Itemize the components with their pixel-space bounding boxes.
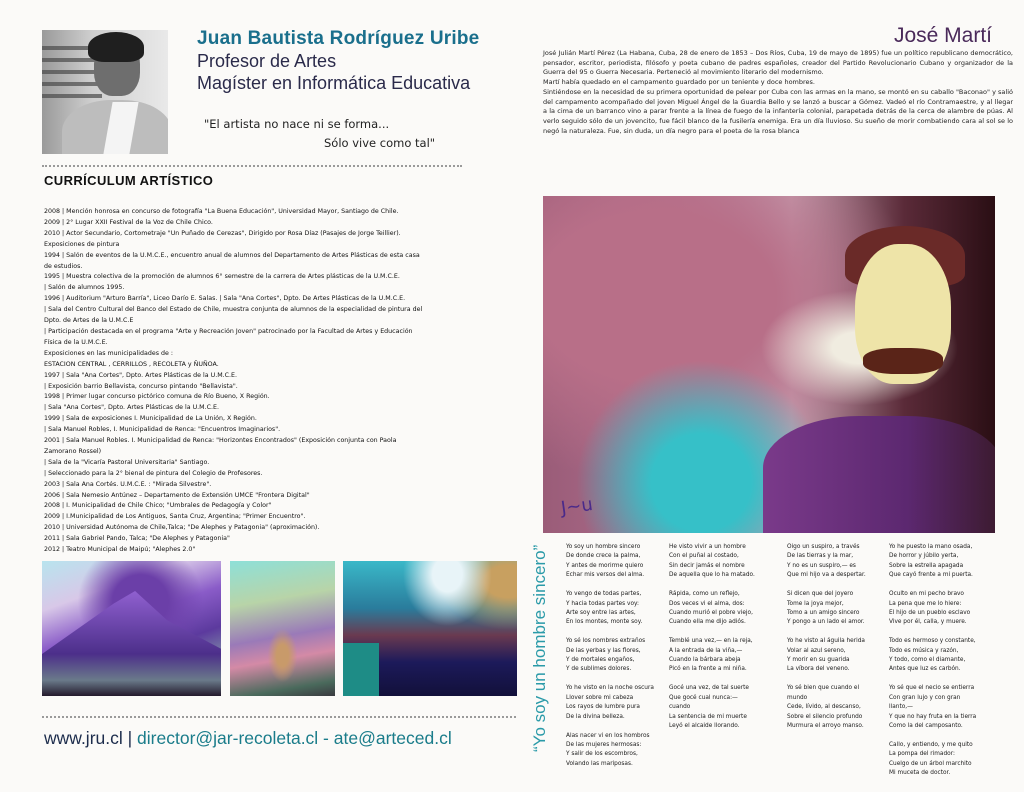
poem-stanza	[566, 590, 684, 628]
poem-verse: Y salir de los escombros,	[566, 751, 638, 758]
curriculum-entry: | Seleccionado para la 2° bienal de pintura del Colegio de Profesores.	[44, 469, 263, 477]
profile-name: Juan Bautista Rodríguez Uribe	[197, 28, 480, 49]
poem-verse: Leyó el alcaide llorando.	[669, 723, 740, 729]
poem-verse: Dos veces vi el alma, dos:	[669, 600, 745, 607]
poem-verse: Y pongo a un lado el amor.	[787, 619, 865, 626]
poem-verse: Volando las mariposas.	[566, 760, 633, 767]
poem-verse: Oigo un suspiro, a través	[787, 544, 860, 550]
curriculum-entry: 1996 | Auditorium "Arturo Barría", Liceo Darío E. Salas. | Sala "Ana Cortes", Dpto. De Artes Plásticas de la U.M.C.E.	[44, 295, 406, 303]
curriculum-entry: 2003 | Sala Ana Cortés. U.M.C.E. : "Mirada Silvestre".	[44, 480, 212, 488]
poem-verse: Cuando la bárbara abeja	[669, 657, 741, 664]
bio-paragraph: Martí había quedado en el campamento guardado por un teniente y doce hombres.	[543, 78, 815, 87]
poem-verse: Yo he visto en la noche oscura	[566, 685, 654, 692]
contact-separator: |	[122, 728, 138, 748]
poem-verse: Que mi hijo va a despertar.	[787, 572, 866, 579]
rock-shape	[343, 643, 379, 696]
curriculum-entry: | Sala del Centro Cultural del Banco del Estado de Chile, muestra conjunta de alumnos de la especialidad de pintura del	[44, 306, 423, 314]
poem-verse: El hijo de un pueblo esclavo	[889, 609, 971, 616]
poem-verse: Cuando ella me dijo adiós.	[669, 619, 746, 626]
dotted-divider	[42, 165, 462, 167]
poem-verse: La sentencia de mi muerte	[669, 713, 747, 720]
bio-paragraph: Sintiéndose en la necesidad de su primera oportunidad de pelear por Cuba con las armas en la mano, se montó en su caballo "Baconao" y salió del campamento acompañado del joven Miguel Ángel de la Guardia Bello y se lanzó a buscar a Gómez. Vadeó el río Contramaestre, y al llegar a la cima de un barranco vino a parar frente a la línea de fuego de la infantería colonial, parapetada detrás de la cerca de alambre de púas. Al verlo seguido sólo de un jovencito, fue fácil blanco de la fusilería enemiga. Era un día lluvioso. Su sueño de morir combatiendo cara al sol se lo negó la naturaleza. Fue, sin duda, un día negro para el poeta de la rosa blanca	[543, 87, 1013, 135]
poem-stanza	[787, 684, 905, 731]
curriculum-entry: ESTACION CENTRAL , CERRILLOS , RECOLETA y ÑUÑOA.	[44, 360, 219, 368]
poem-verse: mundo	[787, 694, 808, 701]
poem-verse: Todo es música y razón,	[889, 647, 959, 654]
poem-verse: Volar al azul sereno,	[787, 647, 846, 654]
painting-signature: J~u	[559, 493, 595, 520]
curriculum-entry: Dpto. de Artes de la U.M.C.E	[44, 317, 134, 325]
poem-stanza	[787, 590, 905, 628]
poem-verse: Antes que luz es carbón.	[889, 666, 961, 673]
poem-verse: Y de mortales engaños,	[566, 657, 635, 664]
curriculum-entry: 2006 | Sala Nemesio Antúnez – Departamento de Extensión UMCE "Frontera Digital"	[44, 491, 310, 499]
bio-paragraph: José Julián Martí Pérez (La Habana, Cuba, 28 de enero de 1853 – Dos Ríos, Cuba, 19 de mayo de 1895) fue un político republicano democrático, pensador, escritor, periodista, filósofo y poeta cubano de padres españoles, creador del Partido Revolucionario Cubano y organizador de la Guerra del 95 o Guerra Necesaria. Perteneció al movimiento literario del modernismo.	[543, 49, 1013, 77]
poem-verse: Y antes de morirme quiero	[566, 562, 644, 569]
poem-verse: Yo vengo de todas partes,	[566, 591, 642, 598]
poem-verse: Si dicen que del joyero	[787, 591, 854, 598]
poem-stanza	[787, 543, 905, 581]
poem-verse: Con el puñal al costado,	[669, 553, 739, 560]
curriculum-entry: 2008 | Mención honrosa en concurso de fotografía "La Buena Educación", Universidad Mayor, Santiago de Chile.	[44, 208, 399, 215]
poem-verse: De horror y júbilo yerta,	[889, 553, 959, 560]
poem-verse: De donde crece la palma,	[566, 553, 641, 560]
curriculum-entry: | Participación destacada en el programa "Arte y Recreación Joven" patrocinado por la Facultad de Artes y Educación	[44, 327, 413, 335]
poem-verse: cuando	[669, 704, 691, 711]
poem-verse: Todo es hermoso y constante,	[889, 638, 976, 645]
poem-verse: Cuando murió el pobre viejo,	[669, 609, 753, 616]
poem-verse: llanto,—	[889, 704, 913, 711]
poem-verse: La pena que me lo hiere:	[889, 600, 962, 607]
poem-verse: Cuelgo de un árbol marchito	[889, 760, 972, 767]
poem-stanza	[669, 637, 787, 675]
poem-verse: Oculto en mi pecho bravo	[889, 591, 964, 598]
curriculum-entry: 2008 | I. Municipalidad de Chile Chico; "Umbrales de Pedagogía y Color"	[44, 502, 272, 510]
poem-stanza	[889, 543, 1007, 581]
poem-verse: Temblé una vez,— en la reja,	[669, 638, 753, 645]
poem-verse: Y de sublimes dolores.	[566, 666, 632, 673]
poem-verse: De las yerbas y las flores,	[566, 647, 641, 654]
poem-stanza	[669, 543, 787, 581]
curriculum-entry: 1995 | Muestra colectiva de la promoción de alumnos 6° semestre de la carrera de Artes plásticas de la U.M.C.E.	[44, 273, 400, 281]
poem-verse: Vive por él, calla, y muere.	[889, 619, 967, 626]
poem-column	[669, 543, 787, 741]
window-blind	[42, 94, 102, 98]
poem-verse: De las mujeres hermosas:	[566, 741, 642, 748]
poem-verse: Yo soy un hombre sincero	[566, 544, 641, 550]
poem-verse: La víbora del veneno.	[787, 666, 850, 673]
curriculum-entry: | Exposición barrio Bellavista, concurso pintando "Bellavista".	[44, 382, 238, 390]
marti-portrait-painting	[543, 196, 995, 533]
poem-verse: La pompa del rimador:	[889, 751, 955, 758]
curriculum-entry: 1994 | Salón de eventos de la U.M.C.E., encuentro anual de alumnos del Departamento de Artes Plásticas de esta casa	[44, 251, 420, 259]
curriculum-entry: 2012 | Teatro Municipal de Maipú; "Alephes 2.0"	[44, 546, 196, 554]
curriculum-entry: 2009 | 2° Lugar XXII Festival de la Voz de Chile Chico.	[44, 218, 213, 226]
curriculum-list	[44, 207, 509, 556]
poem-stanza	[566, 732, 684, 770]
dotted-divider	[42, 716, 516, 718]
curriculum-entry: Física de la U.M.C.E.	[44, 338, 108, 346]
poem-verse: Yo sé que el necio se entierra	[889, 685, 975, 692]
profile-photo	[42, 30, 168, 154]
poem-verse: Llover sobre mi cabeza	[566, 694, 634, 701]
poem-verse: Sobre el silencio profundo	[787, 713, 863, 720]
poem-title: “Yo soy un hombre sincero”	[530, 544, 549, 752]
curriculum-entry: | Sala "Ana Cortes", Dpto. Artes Plásticas de la U.M.C.E.	[44, 404, 219, 412]
portrait-mustache	[863, 348, 943, 374]
poem-verse: Que cayó frente a mi puerta.	[889, 572, 973, 579]
poem-verse: De las tierras y la mar,	[787, 553, 854, 560]
curriculum-entry: Exposiciones en las municipalidades de :	[44, 349, 173, 357]
poem-verse: Murmura el arroyo manso.	[787, 723, 864, 729]
poem-stanza	[566, 543, 684, 581]
poem-verse: Que gocé cual nunca:—	[669, 694, 738, 701]
curriculum-entry: Exposiciones de pintura	[44, 240, 120, 248]
poem-verse: Tome la joya mejor,	[787, 600, 844, 607]
poem-stanza	[566, 684, 684, 722]
poem-column	[889, 543, 1007, 788]
poem-verse: Gocé una vez, de tal suerte	[669, 685, 749, 692]
poem-verse: Con gran lujo y con gran	[889, 694, 961, 701]
poem-verse: Y no es un suspiro,— es	[787, 562, 856, 569]
curriculum-entry: | Sala de la "Vicaría Pastoral Universitaria" Santiago.	[44, 458, 210, 466]
gallery-painting-seascape	[343, 561, 517, 696]
poem-verse: Yo sé bien que cuando el	[787, 685, 860, 692]
poem-stanza	[889, 741, 1007, 779]
poem-stanza	[787, 637, 905, 675]
poem-verse: He visto vivir a un hombre	[669, 544, 746, 550]
curriculum-entry: 2009 | I.Municipalidad de Los Antiguos, Santa Cruz, Argentina; "Primer Encuentro".	[44, 513, 306, 521]
poem-verse: Y todo, como el diamante,	[889, 657, 966, 664]
window-blind	[42, 82, 102, 86]
poem-verse: Yo he visto al águila herida	[787, 638, 865, 645]
poem-verse: Callo, y entiendo, y me quito	[889, 741, 973, 748]
poem-verse: Cede, lívido, al descanso,	[787, 704, 861, 711]
poem-verse: Y hacia todas partes voy:	[566, 600, 639, 607]
poem-verse: Sobre la estrella apagada	[889, 562, 964, 569]
poem-stanza	[669, 590, 787, 628]
photo-hair	[88, 32, 144, 62]
email-links[interactable]: director@jar-recoleta.cl - ate@arteced.cl	[137, 728, 452, 748]
poem-verse: A la entrada de la viña,—	[669, 647, 743, 654]
poem-verse: De aquella que lo ha matado.	[669, 572, 755, 579]
curriculum-entry: 1997 | Sala "Ana Cortes", Dpto. Artes Plásticas de la U.M.C.E.	[44, 371, 238, 379]
curriculum-entry: 2010 | Universidad Autónoma de Chile,Talca; "De Alephes y Patagonia" (aproximación).	[44, 524, 320, 532]
poem-verse: Tomo a un amigo sincero	[787, 609, 860, 616]
poem-verse: Yo he puesto la mano osada,	[889, 544, 973, 550]
poem-stanza	[669, 684, 787, 731]
curriculum-heading: CURRÍCULUM ARTÍSTICO	[44, 173, 214, 188]
curriculum-entry: 1998 | Primer lugar concurso pictórico comuna de Río Bueno, X Región.	[44, 393, 270, 401]
poem-verse: Yo sé los nombres extraños	[566, 638, 646, 645]
curriculum-entry: | Sala Manuel Robles, I. Municipalidad de Renca: "Encuentros Imaginarios".	[44, 426, 281, 434]
poem-verse: Y que no hay fruta en la tierra	[889, 713, 977, 720]
website-link[interactable]: www.jru.cl	[44, 728, 123, 748]
poem-verse: Y morir en su guarida	[787, 657, 850, 664]
curriculum-entry: | Salón de alumnos 1995.	[44, 284, 125, 292]
poem-verse: De la divina belleza.	[566, 713, 625, 720]
curriculum-entry: 2010 | Actor Secundario, Cortometraje "Un Puñado de Cerezas", Dirigido por Rosa Díaz (Pasajes de Jorge Teillier).	[44, 229, 401, 237]
portrait-coat	[763, 416, 995, 533]
poem-stanza	[889, 684, 1007, 731]
poem-verse: Los rayos de lumbre pura	[566, 704, 640, 711]
profile-quote-line1: "El artista no nace ni se forma...	[204, 117, 390, 131]
curriculum-entry: 1999 | Sala de exposiciones I. Municipalidad de La Unión, X Región.	[44, 415, 257, 423]
curriculum-entry: 2001 | Sala Manuel Robles. I. Municipalidad de Renca: "Horizontes Encontrados" (Exposición conjunta con Paola	[44, 437, 397, 445]
poem-verse: Arte soy entre las artes,	[566, 609, 636, 616]
contact-line	[44, 728, 452, 749]
curriculum-entry: Zamorano Rossel)	[44, 447, 102, 455]
poem-stanza	[889, 637, 1007, 675]
poem-verse: Mi muceta de doctor.	[889, 770, 951, 777]
profile-degree: Magíster en Informática Educativa	[197, 73, 471, 93]
poem-verse: Rápida, como un reflejo,	[669, 591, 740, 598]
marti-title: José Martí	[893, 24, 992, 47]
mountain-shape	[42, 591, 221, 696]
poem-column	[787, 543, 905, 741]
gallery-painting-abstract	[230, 561, 335, 696]
poem-verse: Sin decir jamás el nombre	[669, 562, 745, 569]
curriculum-entry: 2011 | Sala Gabriel Pando, Talca; "De Alephes y Patagonia"	[44, 535, 230, 543]
poem-verse: En los montes, monte soy.	[566, 619, 643, 626]
poem-verse: Picó en la frente a mi niña.	[669, 666, 747, 673]
gallery-painting-mountain	[42, 561, 221, 696]
profile-title: Profesor de Artes	[197, 51, 337, 71]
marti-biography	[543, 49, 1013, 136]
poem-column	[566, 543, 684, 779]
poem-verse: Echar mis versos del alma.	[566, 572, 645, 579]
curriculum-entry: de estudios.	[44, 262, 83, 270]
window-blind	[42, 70, 102, 74]
poem-stanza	[566, 637, 684, 675]
poem-verse: Alas nacer vi en los hombros	[566, 732, 650, 739]
poem-verse: Como la del camposanto.	[889, 723, 963, 729]
poem-stanza	[889, 590, 1007, 628]
profile-quote-line2: Sólo vive como tal"	[324, 136, 436, 150]
